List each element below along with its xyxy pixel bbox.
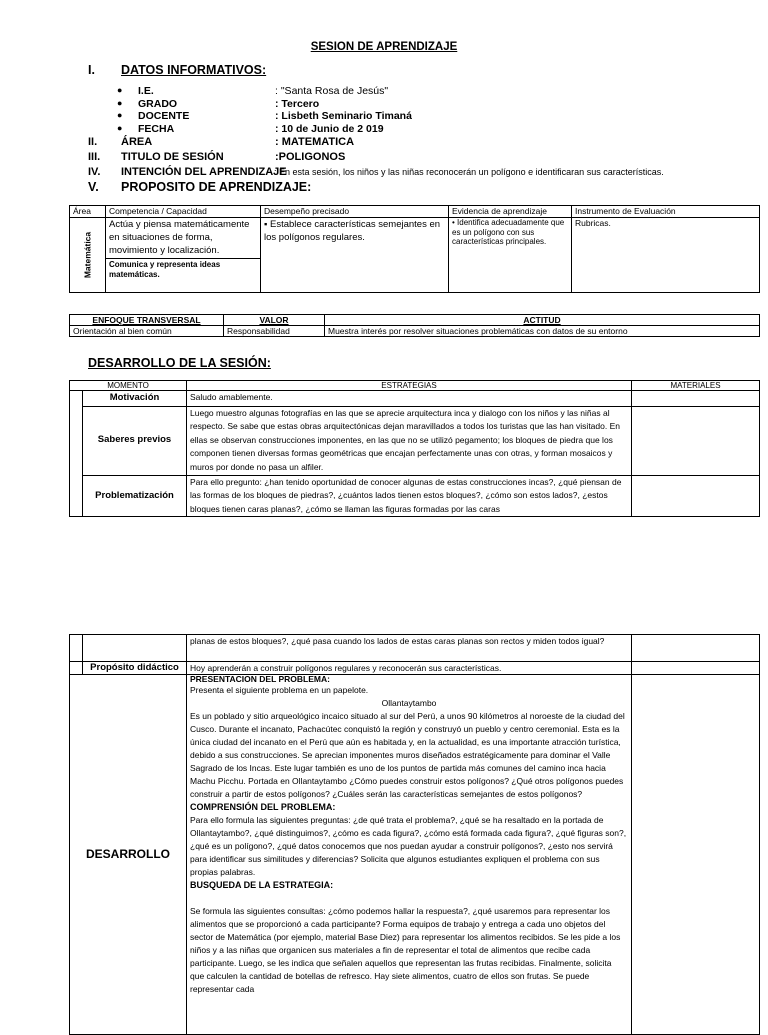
header-evidencia: Evidencia de aprendizaje xyxy=(449,206,572,218)
valor-value: Responsabilidad xyxy=(224,326,325,337)
info-ie: ● I.E. : "Santa Rosa de Jesús" xyxy=(117,85,389,97)
desempeno-cell: ▪ Establece características semejantes en los polígonos regulares. xyxy=(261,218,449,293)
comprension-text: Para ello formula las siguientes preguntas: ¿de qué trata el problema?, ¿qué se ha resaltado en la portada de Ollantaytambo?, ¿qué distinguimos?, ¿cómo es cada figura?, ¿cómo está formada cada figura?, ¿qué figuras son?, ¿qué es un polígono?, ¿qué datos conocemos que nos puedan ayudar a construir polígonos?, ¿esto nos servirá para identificar sus similitudes y diferencias? Solicita que algunos estudiantes expliquen el problema con sus propias palabras. xyxy=(190,815,627,877)
header-enfoque: ENFOQUE TRANSVERSAL xyxy=(70,315,224,326)
evidencia-cell: • Identifica adecuadamente que es un polígono con sus características principales. xyxy=(449,218,572,293)
momento-desarrollo: DESARROLLO xyxy=(70,675,187,1035)
session-table-continued xyxy=(69,634,760,1035)
strategy-proposito: Hoy aprenderán a construir polígonos regulares y reconocerán sus características. xyxy=(187,662,632,675)
competencia-cell: Actúa y piensa matemáticamente en situaciones de forma, movimiento y localización. Comunica y representa ideas matemáticas. xyxy=(106,218,261,293)
momento-motivacion: Motivación xyxy=(83,391,187,407)
presentacion-heading: PRESENTACION DEL PROBLEMA: xyxy=(190,674,330,684)
strategy-desarrollo xyxy=(187,675,632,1035)
actitud-value: Muestra interés por resolver situaciones problemáticas con datos de su entorno xyxy=(325,326,760,337)
header-momento: MOMENTO xyxy=(70,381,187,391)
busqueda-text: Se formula las siguientes consultas: ¿cómo podemos hallar la respuesta?, ¿qué usaremos para representar los alimentos que se proporcionó a cada participante? Forma equipos de trabajo y entrega a cada uno objetos del sector de Matemática (por ejemplo, material Base Diez) para representar los alimentos recibidos. Se les pide a los niños y a las niñas que organicen sus materiales a fin de representar el total de alimentos que recibe cada participante. Luego, se les indica que señalen aquellos que representan las frutas recibidas. Finalmente, solicita que calculen la cantidad de botellas de refresco. Hay siete alimentos, cuatro de ellos son frutas. Se puede representar cada xyxy=(190,906,621,994)
page-gap xyxy=(0,535,768,627)
header-estrategias: ESTRATEGIAS xyxy=(187,381,632,391)
header-actitud: ACTITUD xyxy=(325,315,760,326)
info-grado: ● GRADO : Tercero xyxy=(117,98,320,110)
presentacion-instruction: Presenta el siguiente problema en un papelote. xyxy=(190,685,369,695)
momento-problematizacion: Problematización xyxy=(83,475,187,517)
page-1: SESION DE APRENDIZAJE I. DATOS INFORMATIVOS: ● I.E. : "Santa Rosa de Jesús" ● GRADO : Tercero ● DOCENTE : Lisbeth Seminario Timaná ● FECHA : 10 de Junio de 2 019 II. ÁREA : MATEMATICA III. TITULO DE SESIÓN :POLIGONOS IV. INTENCIÓN DEL APRENDIZAJE : En esta sesión, los niños y las niñas reconocerán un polígono e identificaran sus características. V. PROPOSITO DE APRENDIZAJE: Área Competencia / Capacidad Desempeño precisado Evidencia de aprendizaje Instrumento de Evaluación Matemática Actúa y piensa matemáticamente en situaciones de forma, movimiento y localización. Comunica y representa ideas matemáticas. ▪ Establece características semejantes en los polígonos regulares. • Identifica adecuadamente que es un polígono con sus características principales. Rubricas. ENFOQUE TRANSVERSAL VALOR ACTITUD Orientación al bien común Responsabilidad Muestra interés por resolver situaciones problemáticas con datos de su entorno DESARROLLO DE LA SESIÓN: MOMENTO ESTRATEGIAS MATERIALES Motivación Saludo amablemente. Saberes previos Luego muestro algunas fotografías en las que se aprecie arquitectura inca y dialogo con los niños y las niñas al respecto. Se sabe que estas obras arquitectónicas dejan maravillados a todos los turistas que las han visitado. En ellas se observan construcciones imponentes, en las que no se utilizó pegamento; los bloques de piedra que los componen tienen diversas formas geométricas que encajan perfectamente unas con otras, y forman mosaicos y muros por donde no pasa un alfiler. Problematización Para ello pregunto: ¿han tenido oportunidad de conocer algunas de estas construcciones incas?, ¿qué piensan de las formas de los bloques de piedras?, ¿cuántos lados tienen estos bloques?, ¿cómo son estos lados?, ¿estos bloques tienen caras planas?, ¿cómo se llaman las figuras formadas por las caras xyxy=(0,0,768,535)
presentacion-text: Es un poblado y sitio arqueológico incaico situado al sur del Perú, a unos 90 kilómetros al noroeste de la ciudad del Cusco. Durante el incanato, Pachacútec conquistó la región y construyó un pueblo y centro ceremonial. Esta es la única ciudad del incanato en el Perú que aún es habitada y, en la actualidad, es una importante atracción turística, debido a sus construcciones. Se aprecian imponentes muros diseñados estratégicamente para dominar el Valle Sagrado de los Incas. Este lugar también es uno de los puntos de partida más comunes del camino inca hacia Machu Picchu. Portada en Ollantaytambo ¿Cómo puedes construir estos polígonos? ¿Qué otros polígonos puedes construir a partir de estos polígonos? ¿Cuáles serán las características semejantes de estos polígonos? xyxy=(190,711,625,799)
header-instrumento: Instrumento de Evaluación xyxy=(572,206,760,218)
strategy-motivacion: Saludo amablemente. xyxy=(187,391,632,407)
header-competencia: Competencia / Capacidad xyxy=(106,206,261,218)
strategy-saberes: Luego muestro algunas fotografías en las que se aprecie arquitectura inca y dialogo con los niños y las niñas al respecto. Se sabe que estas obras arquitectónicas dejan maravillados a todos los turistas que las han visitado. En ellas se observan construcciones imponentes, en las que no se utilizó pegamento; los bloques de piedra que los componen tienen diversas formas geométricas que encajan perfectamente unas con otras, y forman mosaicos y muros por donde no pasa un alfiler. xyxy=(187,406,632,475)
header-area: Área xyxy=(70,206,106,218)
comprension-heading: COMPRENSIÓN DEL PROBLEMA: xyxy=(190,802,336,812)
info-fecha: ● FECHA : 10 de Junio de 2 019 xyxy=(117,123,384,135)
header-materiales: MATERIALES xyxy=(632,381,760,391)
header-valor: VALOR xyxy=(224,315,325,326)
busqueda-heading: BUSQUEDA DE LA ESTRATEGIA: xyxy=(190,880,334,890)
enfoque-table xyxy=(69,314,760,337)
page-title: SESION DE APRENDIZAJE xyxy=(310,41,458,53)
info-docente: ● DOCENTE : Lisbeth Seminario Timaná xyxy=(117,110,412,122)
page-2 xyxy=(0,627,768,1024)
desarrollo-title: DESARROLLO DE LA SESIÓN: xyxy=(88,356,271,370)
area-cell: Matemática xyxy=(70,218,106,293)
header-desempeno: Desempeño precisado xyxy=(261,206,449,218)
instrumento-cell: Rubricas. xyxy=(572,218,760,293)
session-table xyxy=(69,380,760,517)
momento-saberes: Saberes previos xyxy=(83,406,187,475)
enfoque-value: Orientación al bien común xyxy=(70,326,224,337)
strategy-problematizacion: Para ello pregunto: ¿han tenido oportunidad de conocer algunas de estas construcciones incas?, ¿qué piensan de las formas de los bloques de piedras?, ¿cuántos lados tienen estos bloques?, ¿cómo son estos lados?, ¿estos bloques tienen caras planas?, ¿cómo se llaman las figuras formadas por las caras xyxy=(187,475,632,517)
strategy-continued: planas de estos bloques?, ¿qué pasa cuando los lados de estas caras planas son rectos y miden todos igual? xyxy=(187,635,632,662)
momento-proposito: Propósito didáctico xyxy=(83,662,187,675)
ollantaytambo-title: Ollantaytambo xyxy=(381,698,437,708)
purpose-table xyxy=(69,205,760,293)
